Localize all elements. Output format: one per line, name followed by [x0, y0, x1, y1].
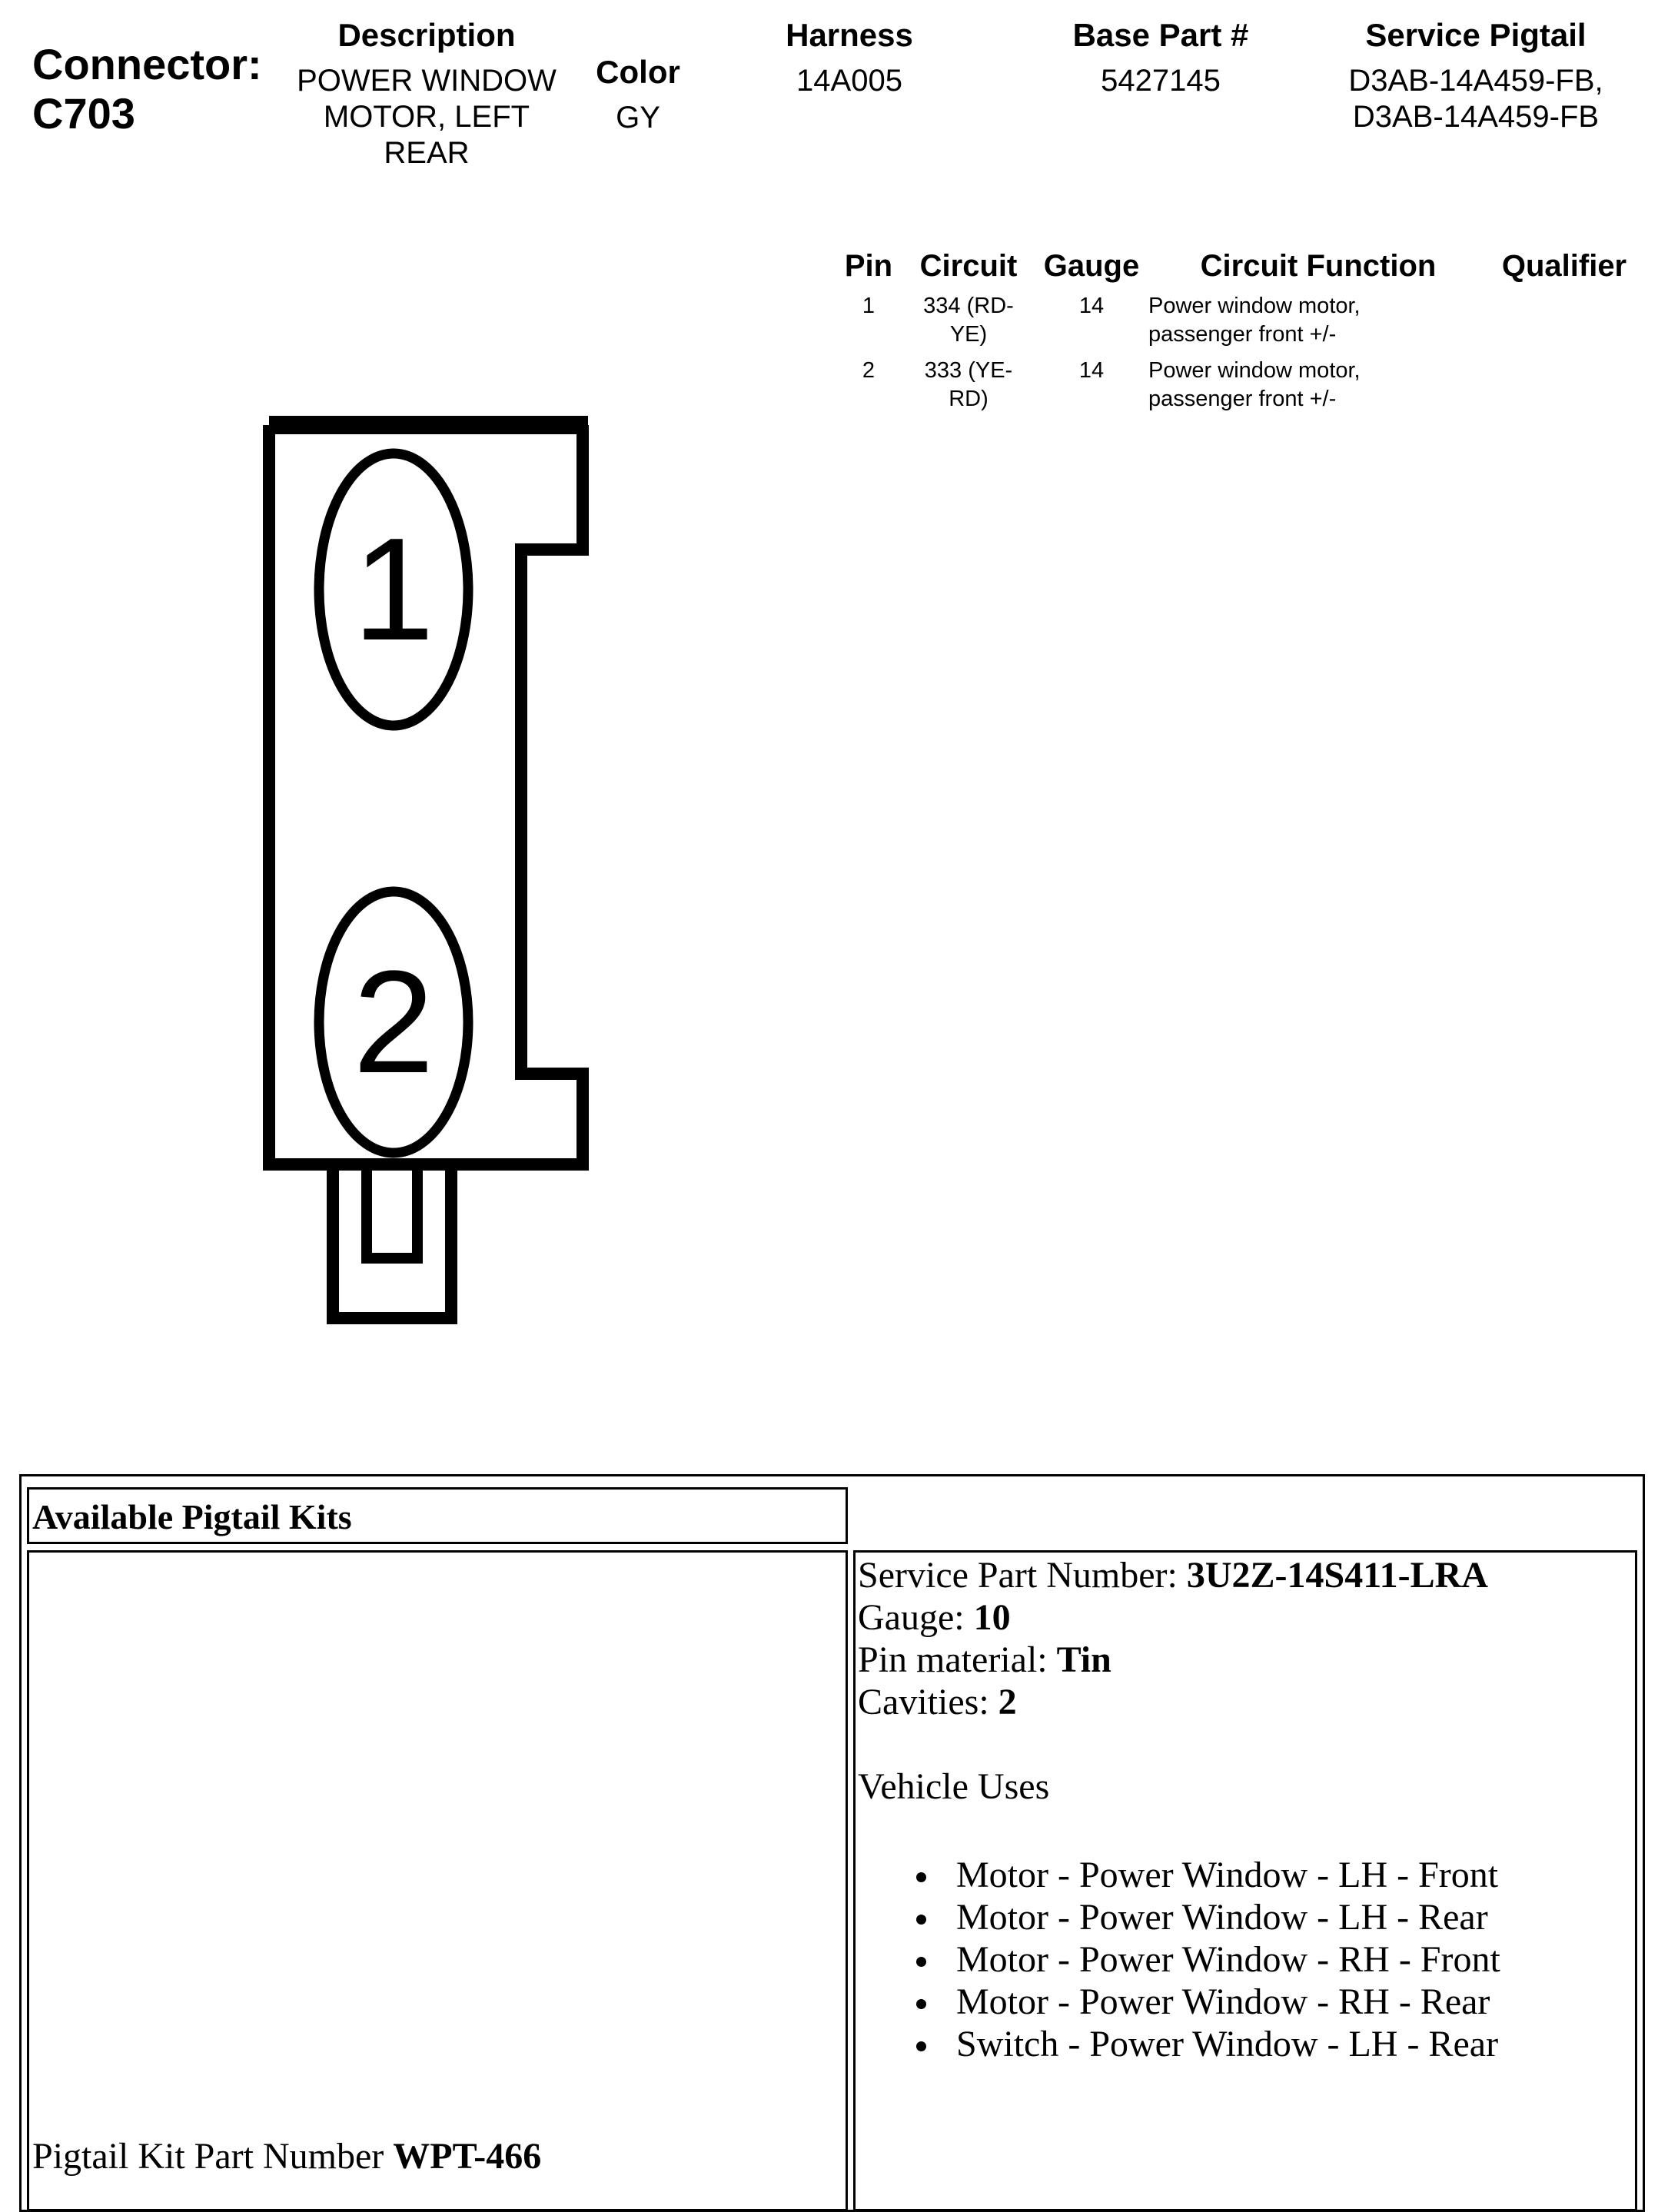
- pigtail-details: [858, 1554, 1626, 2065]
- cavity-2-label: 2: [353, 941, 434, 1104]
- pigtail-kit-cell: [27, 1550, 848, 2211]
- kit-part-value: WPT-466: [393, 2136, 542, 2177]
- kit-part-label: Pigtail Kit Part Number: [32, 2136, 384, 2177]
- base-part-value: 5427145: [1101, 64, 1221, 98]
- vehicle-uses-label: Vehicle Uses: [858, 1766, 1050, 1807]
- cavities: [858, 1681, 1626, 1723]
- color-value: GY: [616, 101, 660, 135]
- pin-number: 2: [862, 358, 876, 383]
- cavities-label: Cavities:: [858, 1682, 989, 1722]
- service-part-value: 3U2Z-14S411-LRA: [1186, 1555, 1488, 1596]
- pin-circuit: 334 (RD-YE): [923, 294, 1014, 347]
- pin-header: Pin: [844, 249, 893, 283]
- kit-gauge-value: 10: [973, 1597, 1011, 1638]
- pin-material-value: Tin: [1056, 1639, 1111, 1680]
- pin-function: Power window motor, passenger front +/-: [1148, 294, 1361, 347]
- qualifier-header: Qualifier: [1501, 249, 1627, 283]
- pin-gauge: 14: [1078, 294, 1105, 318]
- circuit-header: Circuit: [919, 249, 1018, 283]
- list-item: Motor - Power Window - LH - Rear: [909, 1896, 1626, 1938]
- pin-circuit: 333 (YE-RD): [924, 358, 1013, 411]
- connector-latch: [367, 1164, 417, 1258]
- list-item: Motor - Power Window - LH - Front: [909, 1854, 1626, 1896]
- cavity-1-label: 1: [353, 508, 434, 671]
- connector-title: [32, 40, 262, 138]
- harness-value: 14A005: [796, 64, 902, 98]
- list-item: Switch - Power Window - LH - Rear: [909, 2023, 1626, 2065]
- list-item: Motor - Power Window - RH - Rear: [909, 1981, 1626, 2023]
- color-label: Color: [596, 54, 680, 90]
- pigtail-kit-part-number: [32, 2135, 541, 2177]
- connector-label: Connector:: [32, 40, 262, 88]
- pin-gauge: 14: [1078, 358, 1105, 383]
- pigtail-kits-heading: Available Pigtail Kits: [32, 1497, 352, 1536]
- service-part-number: [858, 1554, 1626, 1596]
- connector-face-diagram: [254, 407, 607, 1345]
- list-item: Motor - Power Window - RH - Front: [909, 1938, 1626, 1981]
- vehicle-uses-list: [909, 1854, 1626, 2065]
- base-part-label: Base Part #: [1072, 17, 1249, 53]
- service-part-label: Service Part Number:: [858, 1555, 1178, 1596]
- cavities-value: 2: [998, 1682, 1017, 1722]
- pin-function: Power window motor, passenger front +/-: [1148, 358, 1361, 411]
- gauge-header: Gauge: [1043, 249, 1140, 283]
- pin-number: 1: [862, 294, 876, 318]
- service-pigtail-label: Service Pigtail: [1365, 17, 1587, 53]
- service-pigtail-value: D3AB-14A459-FB,D3AB-14A459-FB: [1348, 64, 1603, 134]
- pin-material-label: Pin material:: [858, 1639, 1048, 1680]
- connector-latch: [333, 1164, 451, 1318]
- kit-gauge: [858, 1596, 1626, 1639]
- pin-material: [858, 1639, 1626, 1681]
- connector-id: C703: [32, 89, 135, 138]
- harness-label: Harness: [786, 17, 913, 53]
- kit-gauge-label: Gauge:: [858, 1597, 965, 1638]
- circuit-function-header: Circuit Function: [1200, 249, 1437, 283]
- description-value: POWER WINDOW MOTOR, LEFT REAR: [297, 64, 557, 170]
- description-label: Description: [337, 17, 516, 53]
